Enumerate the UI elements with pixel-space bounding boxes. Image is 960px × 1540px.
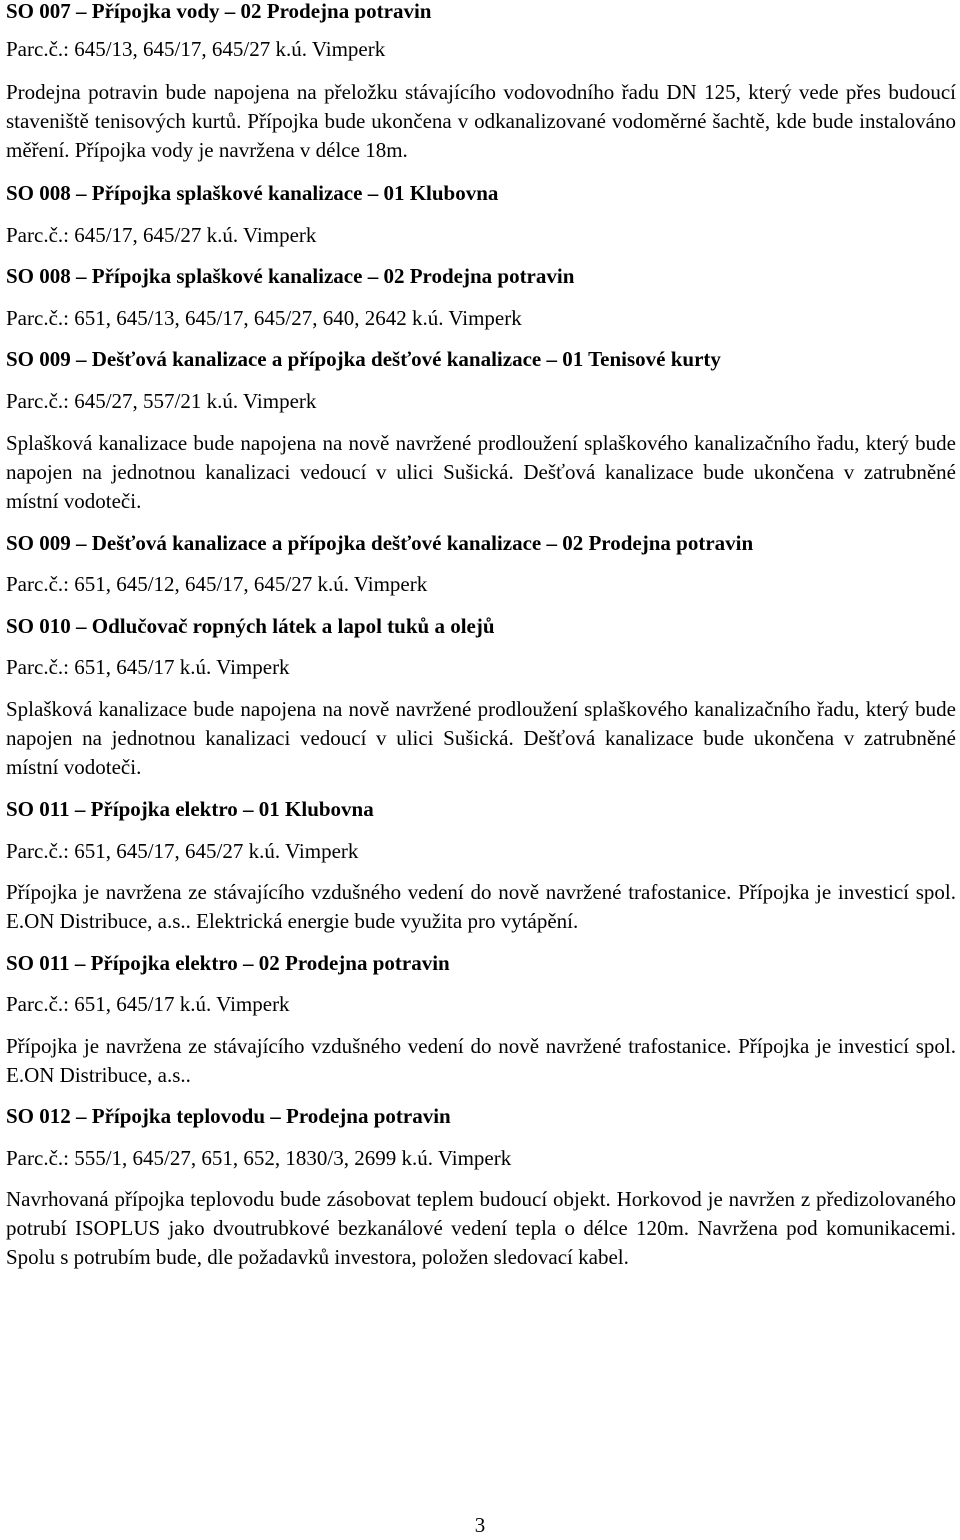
section-heading: SO 010 – Odlučovač ropných látek a lapol tuků a olejů: [6, 614, 495, 638]
section-text: Splašková kanalizace bude napojena na nově navržené prodloužení splaškového kanalizačního řadu, který bude napojen na jednotnou kanalizaci vedoucí v ulici Sušická. Dešťová kanalizace bude ukončena v zatrubněné místní vodoteči.: [6, 697, 956, 779]
section-text: Přípojka je navržena ze stávajícího vzdušného vedení do nově navržené trafostanice. Přípojka je investicí spol. E.ON Distribuce, a.s..: [6, 1034, 956, 1087]
parcel-line: Parc.č.: 651, 645/17, 645/27 k.ú. Vimperk: [6, 839, 359, 863]
section-text: Prodejna potravin bude napojena na přeložku stávajícího vodovodního řadu DN 125, který vede přes budoucí staveniště tenisových kurtů. Přípojka bude ukončena v odkanalizované vodoměrné šachtě, kde bude instalováno měření. Přípojka vody je navržena v délce 18m.: [6, 80, 956, 162]
parcel-line: Parc.č.: 645/13, 645/17, 645/27 k.ú. Vimperk: [6, 37, 386, 61]
parcel-line: Parc.č.: 645/17, 645/27 k.ú. Vimperk: [6, 223, 317, 247]
section-heading: SO 009 – Dešťová kanalizace a přípojka dešťové kanalizace – 02 Prodejna potravin: [6, 531, 754, 555]
parcel-line: Parc.č.: 651, 645/17 k.ú. Vimperk: [6, 655, 290, 679]
section-heading: SO 007 – Přípojka vody – 02 Prodejna potravin: [6, 0, 432, 23]
section-text: Navrhovaná přípojka teplovodu bude zásobovat teplem budoucí objekt. Horkovod je navržen z předizolovaného potrubí ISOPLUS jako dvoutrubkové bezkanálové vedení tepla o délce 120m. Navržena pod komunikacemi. Spolu s potrubím bude, dle požadavků investora, položen sledovací kabel.: [6, 1187, 956, 1269]
section-heading: SO 008 – Přípojka splaškové kanalizace – 01 Klubovna: [6, 181, 499, 205]
parcel-line: Parc.č.: 645/27, 557/21 k.ú. Vimperk: [6, 389, 317, 413]
section-text: Přípojka je navržena ze stávajícího vzdušného vedení do nově navržené trafostanice. Přípojka je investicí spol. E.ON Distribuce, a.s.. Elektrická energie bude využita pro vytápění.: [6, 880, 956, 933]
parcel-line: Parc.č.: 651, 645/17 k.ú. Vimperk: [6, 992, 290, 1016]
section-heading: SO 011 – Přípojka elektro – 02 Prodejna potravin: [6, 951, 450, 975]
parcel-line: Parc.č.: 555/1, 645/27, 651, 652, 1830/3, 2699 k.ú. Vimperk: [6, 1146, 512, 1170]
section-heading: SO 008 – Přípojka splaškové kanalizace – 02 Prodejna potravin: [6, 264, 575, 288]
section-text: Splašková kanalizace bude napojena na nově navržené prodloužení splaškového kanalizačního řadu, který bude napojen na jednotnou kanalizaci vedoucí v ulici Sušická. Dešťová kanalizace bude ukončena v zatrubněné místní vodoteči.: [6, 431, 956, 513]
parcel-line: Parc.č.: 651, 645/12, 645/17, 645/27 k.ú. Vimperk: [6, 572, 428, 596]
page-number: 3: [474, 1513, 486, 1537]
section-heading: SO 009 – Dešťová kanalizace a přípojka dešťové kanalizace – 01 Tenisové kurty: [6, 347, 721, 371]
parcel-line: Parc.č.: 651, 645/13, 645/17, 645/27, 640, 2642 k.ú. Vimperk: [6, 306, 522, 330]
section-heading: SO 011 – Přípojka elektro – 01 Klubovna: [6, 797, 374, 821]
section-heading: SO 012 – Přípojka teplovodu – Prodejna potravin: [6, 1104, 451, 1128]
